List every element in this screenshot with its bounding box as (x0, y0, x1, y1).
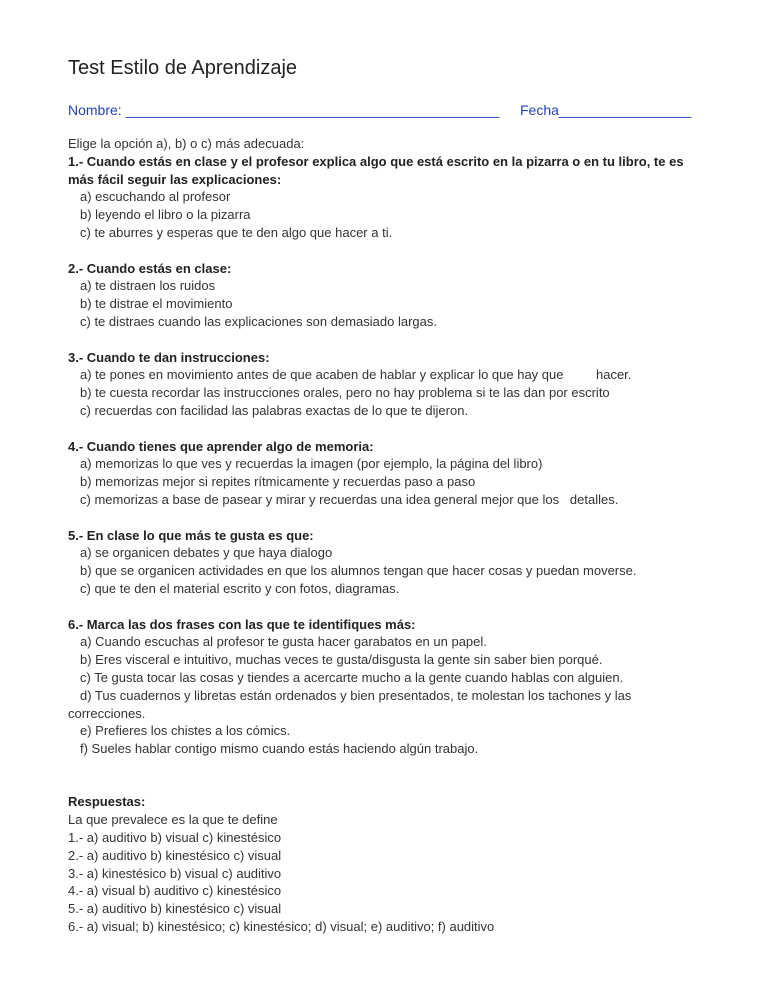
question-2-option-b: b) te distrae el movimiento (80, 296, 233, 312)
question-4-option-b: b) memorizas mejor si repites rítmicamente y recuerdas paso a paso (80, 474, 476, 490)
question-5-option-b: b) que se organicen actividades en que los alumnos tengan que hacer cosas y puedan moverse. (80, 563, 637, 579)
question-4-option-c: c) memorizas a base de pasear y mirar y recuerdas una idea general mejor que los detalles. (80, 491, 619, 507)
question-1-text: 1.- Cuando estás en clase y el profesor explica algo que está escrito en la pizarra o en tu libro, te es más fácil seguir las explicaciones: (68, 153, 684, 187)
answer-line-2: 2.- a) auditivo b) kinestésico c) visual (68, 847, 282, 863)
question-6-option-d: d) Tus cuadernos y libretas están ordenados y bien presentados, te molestan los tachones y las correcciones. (68, 687, 632, 721)
question-5-option-a: a) se organicen debates y que haya dialogo (80, 545, 333, 561)
answer-line-1: 1.- a) auditivo b) visual c) kinestésico (68, 830, 282, 846)
question-6-option-a: a) Cuando escuchas al profesor te gusta hacer garabatos en un papel. (80, 634, 487, 650)
answers-heading: Respuestas: (68, 794, 146, 810)
date-field: Fecha_________________ (520, 102, 692, 118)
question-5-option-c: c) que te den el material escrito y con fotos, diagramas. (80, 580, 400, 596)
answers-section (68, 793, 708, 935)
spacer (68, 598, 708, 616)
question-3-option-a: a) te pones en movimiento antes de que acaben de hablar y explicar lo que hay que hacer. (80, 367, 632, 383)
question-4-text: 4.- Cuando tienes que aprender algo de memoria: (68, 438, 374, 454)
question-6-option-c: c) Te gusta tocar las cosas y tiendes a acercarte mucho a la gente cuando hablas con alguien. (80, 669, 624, 685)
answer-line-4: 4.- a) visual b) auditivo c) kinestésico (68, 883, 282, 899)
question-2-option-a: a) te distraen los ruidos (80, 278, 216, 294)
document-title: Test Estilo de Aprendizaje (68, 57, 298, 79)
name-date-row (68, 102, 708, 118)
spacer (68, 758, 708, 794)
answer-line-6: 6.- a) visual; b) kinestésico; c) kinestésico; d) visual; e) auditivo; f) auditivo (68, 919, 495, 935)
question-1-option-a: a) escuchando al profesor (80, 189, 231, 205)
spacer (68, 420, 708, 438)
question-1-option-c: c) te aburres y esperas que te den algo que hacer a ti. (80, 224, 393, 240)
question-6-option-e: e) Prefieres los chistes a los cómics. (80, 723, 291, 739)
question-3-option-c: c) recuerdas con facilidad las palabras exactas de lo que te dijeron. (80, 402, 469, 418)
question-6-option-b: b) Eres visceral e intuitivo, muchas veces te gusta/disgusta la gente sin saber bien porqué. (80, 652, 603, 668)
question-2-option-c: c) te distraes cuando las explicaciones son demasiado largas. (80, 313, 437, 329)
answer-line-5: 5.- a) auditivo b) kinestésico c) visual (68, 901, 282, 917)
spacer (68, 331, 708, 349)
question-6-option-f: f) Sueles hablar contigo mismo cuando estás haciendo algún trabajo. (80, 741, 479, 757)
question-5-text: 5.- En clase lo que más te gusta es que: (68, 527, 314, 543)
question-4-option-a: a) memorizas lo que ves y recuerdas la imagen (por ejemplo, la página del libro) (80, 456, 543, 472)
question-2-text: 2.- Cuando estás en clase: (68, 260, 232, 276)
answer-line-3: 3.- a) kinestésico b) visual c) auditivo (68, 865, 282, 881)
question-3-option-b: b) te cuesta recordar las instrucciones orales, pero no hay problema si te las dan por escrito (80, 385, 610, 401)
name-field: Nombre: ________________________________________________ (68, 102, 500, 118)
spacer (68, 242, 708, 260)
spacer (68, 509, 708, 527)
question-1-option-b: b) leyendo el libro o la pizarra (80, 207, 251, 223)
answers-intro: La que prevalece es la que te define (68, 812, 278, 828)
question-3-text: 3.- Cuando te dan instrucciones: (68, 349, 270, 365)
question-6-text: 6.- Marca las dos frases con las que te identifiques más: (68, 616, 416, 632)
document-body (68, 135, 708, 936)
instruction-text: Elige la opción a), b) o c) más adecuada: (68, 136, 305, 151)
